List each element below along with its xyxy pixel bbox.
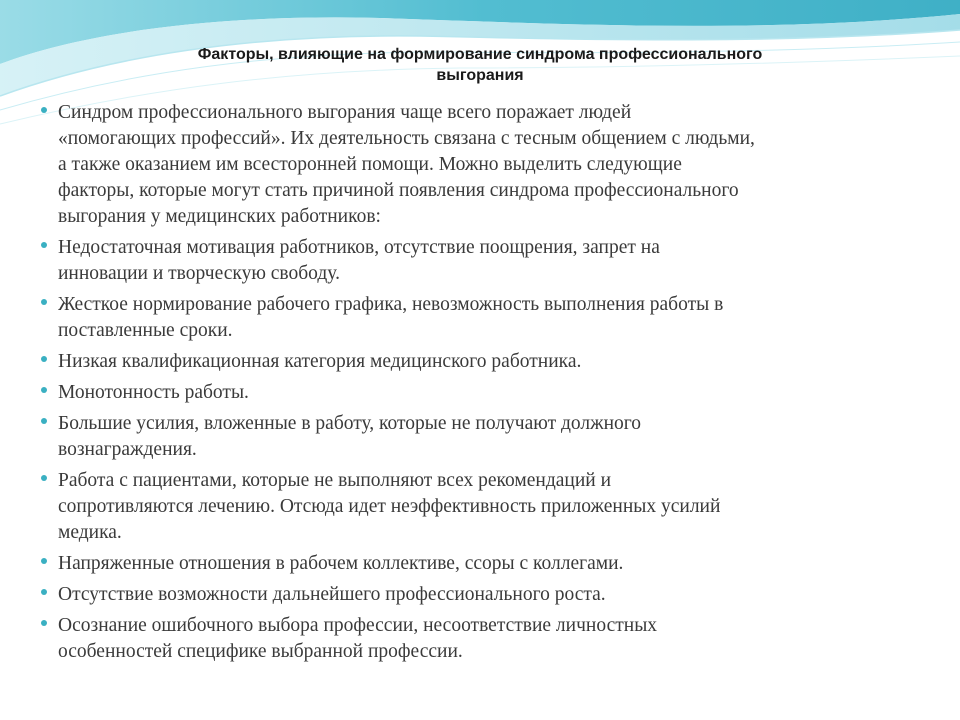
- dot-icon: [41, 418, 47, 424]
- bullet-text-line: факторы, которые могут стать причиной появления синдрома профессионального: [58, 180, 739, 201]
- slide-title-line: Факторы, влияющие на формирование синдрома профессионального: [197, 46, 763, 63]
- dot-icon: [41, 558, 47, 564]
- bullet-item: [38, 349, 928, 375]
- bullet-text-line: особенностей специфике выбранной профессии.: [58, 641, 463, 662]
- bullet-text-line: Отсутствие возможности дальнейшего профессионального роста.: [58, 584, 606, 605]
- bullet-text-line: медика.: [58, 522, 122, 543]
- bullet-item: [38, 100, 928, 230]
- bullet-text-line: Осознание ошибочного выбора профессии, несоответствие личностных: [58, 615, 658, 636]
- slide-title: [0, 44, 960, 86]
- bullet-text-line: выгорания у медицинских работников:: [58, 206, 381, 227]
- bullet-item: [38, 551, 928, 577]
- bullet-item: [38, 292, 928, 344]
- bullet-text-line: инновации и творческую свободу.: [58, 263, 340, 284]
- bullet-text-line: а также оказанием им всесторонней помощи. Можно выделить следующие: [58, 154, 682, 175]
- dot-icon: [41, 107, 47, 113]
- bullet-item: [38, 235, 928, 287]
- bullet-item: [38, 613, 928, 665]
- bullet-item: [38, 582, 928, 608]
- bullet-text-line: Напряженные отношения в рабочем коллективе, ссоры с коллегами.: [58, 553, 624, 574]
- bullet-item: [38, 380, 928, 406]
- bullet-text-line: Синдром профессионального выгорания чаще всего поражает людей: [58, 102, 632, 123]
- bullet-text-line: Недостаточная мотивация работников, отсутствие поощрения, запрет на: [58, 237, 660, 258]
- bullet-text-line: Жесткое нормирование рабочего графика, невозможность выполнения работы в: [58, 294, 724, 315]
- bullet-item: [38, 411, 928, 463]
- dot-icon: [41, 356, 47, 362]
- slide-content: [38, 100, 928, 670]
- bullet-text-line: Низкая квалификационная категория медицинского работника.: [58, 351, 582, 372]
- bullet-text-line: «помогающих профессий». Их деятельность связана с тесным общением с людьми,: [58, 128, 755, 149]
- dot-icon: [41, 299, 47, 305]
- bullet-text-line: Монотонность работы.: [58, 382, 249, 403]
- bullet-text-line: Работа с пациентами, которые не выполняют всех рекомендаций и: [58, 470, 612, 491]
- bullet-list: [38, 100, 928, 665]
- dot-icon: [41, 620, 47, 626]
- bullet-text-line: вознаграждения.: [58, 439, 197, 460]
- bullet-text-line: поставленные сроки.: [58, 320, 233, 341]
- dot-icon: [41, 242, 47, 248]
- dot-icon: [41, 475, 47, 481]
- slide-title-line: выгорания: [436, 67, 524, 84]
- bullet-text-line: Большие усилия, вложенные в работу, которые не получают должного: [58, 413, 642, 434]
- dot-icon: [41, 589, 47, 595]
- bullet-text-line: сопротивляются лечению. Отсюда идет неэффективность приложенных усилий: [58, 496, 721, 517]
- dot-icon: [41, 387, 47, 393]
- bullet-item: [38, 468, 928, 546]
